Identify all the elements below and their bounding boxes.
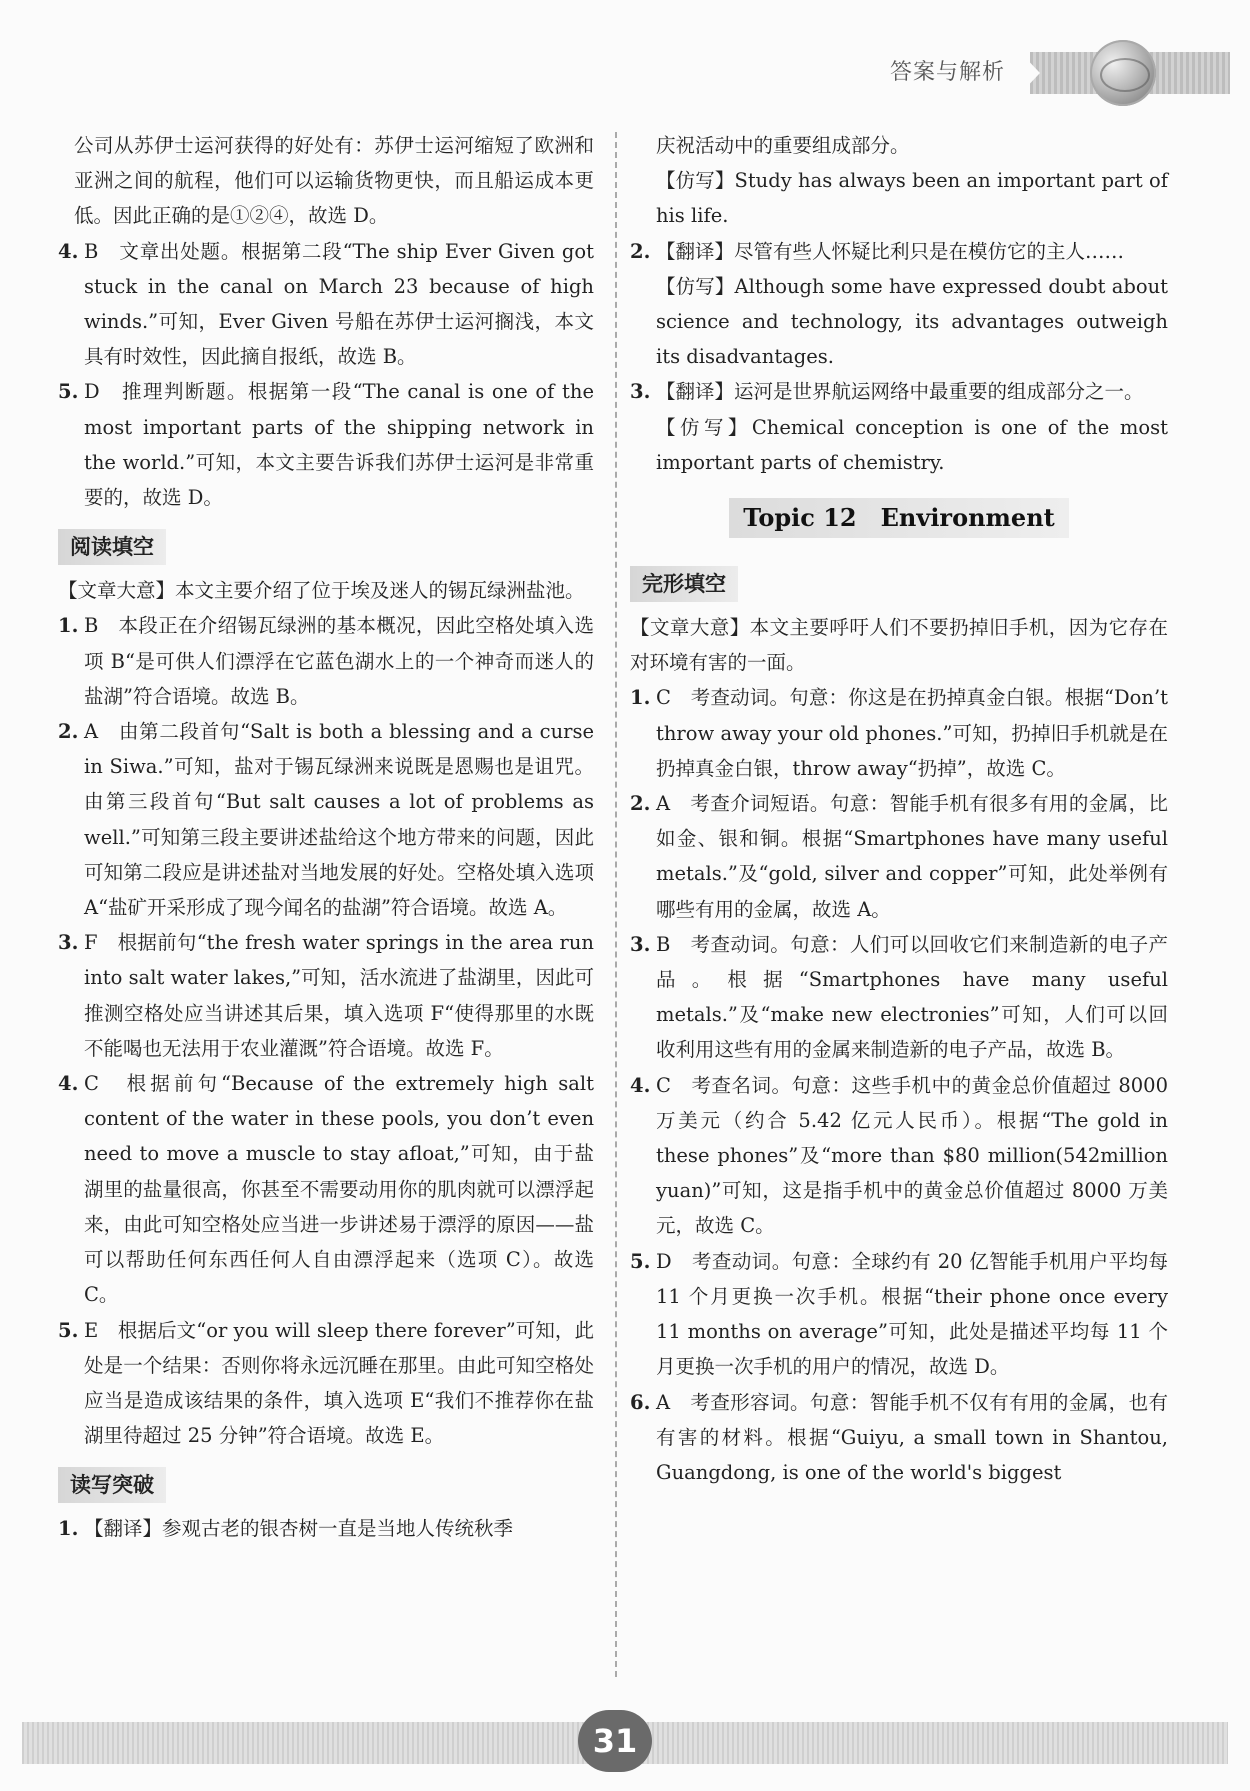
item-text: E 根据后文“or you will sleep there forever”可知，此处是一个结果：否则你将永远沉睡在那里。由此可知空格处应当是造成该结果的条件，填入选项 E“我们不推荐你在盐湖里待超过 25 分钟”符合语境。故选 E。 — [84, 1318, 594, 1448]
item-text: A 由第二段首句“Salt is both a blessing and a curse in Siwa.”可知，盐对于锡瓦绿洲来说既是恩赐也是诅咒。由第三段首句“But salt causes a lot of problems as well.”可知第三段主要讲述盐给这个地方带来的问题，因此可知第二段应是讲述盐对当地发展的好处。空格处填入选项 A“盐矿开采形成了现今闻名的盐湖”符合语境。故选 A。 — [84, 720, 594, 920]
continued-translation: 庆祝活动中的重要组成部分。 — [656, 134, 910, 157]
answer-item — [630, 1244, 1168, 1385]
item-text: C 考查名词。句意：这些手机中的黄金总价值超过 8000 万美元（约合 5.42 亿元人民币）。根据“The gold in these phones”及“more than $80 million(542million yuan)”可知，这是指手机中的黄金总价值超过 8000 万美元，故选 C。 — [656, 1073, 1168, 1238]
item-number: 5. — [58, 380, 79, 404]
answer-item — [630, 374, 1168, 409]
header-chevron — [1020, 52, 1040, 94]
answer-item — [58, 608, 594, 714]
item-number: 4. — [58, 239, 79, 263]
item-number: 3. — [630, 932, 651, 956]
item-text: 【翻译】运河是世界航运网络中最重要的组成部分之一。 — [656, 380, 1144, 404]
answer-item — [58, 1313, 594, 1454]
section-heading-cloze: 完形填空 — [630, 566, 738, 602]
intro-paragraph: 公司从苏伊士运河获得的好处有：苏伊士运河缩短了欧洲和亚洲之间的航程，他们可以运输货物更快，而且船运成本更低。因此正确的是①②④，故选 D。 — [74, 134, 594, 228]
item-number: 5. — [58, 1318, 79, 1342]
answer-item — [630, 786, 1168, 927]
item-number: 3. — [630, 380, 651, 404]
answer-item — [630, 680, 1168, 786]
column-divider — [615, 132, 617, 1677]
header-title: 答案与解析 — [890, 60, 1006, 85]
item-text: B 文章出处题。根据第二段“The ship Ever Given got stuck in the canal on March 23 because of high winds.”可知，Ever Given 号船在苏伊士运河搁浅，本文具有时效性，因此摘自报纸，故选 B。 — [84, 239, 594, 369]
item-text: D 考查动词。句意：全球约有 20 亿智能手机用户平均每 11 个月更换一次手机。根据“their phone once every 11 months on average”可知，此处是描述平均每 11 个月更换一次手机的用户的情况，故选 D。 — [656, 1249, 1168, 1379]
page-number: 31 — [592, 1722, 638, 1760]
answer-item — [58, 234, 594, 375]
right-column — [630, 128, 1168, 1490]
item-text: 【翻译】尽管有些人怀疑比利只是在模仿它的主人…… — [656, 239, 1125, 263]
answer-item — [630, 927, 1168, 1068]
item-number: 1. — [630, 686, 651, 710]
section-heading-reading-fill: 阅读填空 — [58, 529, 166, 565]
item-text: B 本段正在介绍锡瓦绿洲的基本概况，因此空格处填入选项 B“是可供人们漂浮在它蓝色湖水上的一个神奇而迷人的盐湖”符合语境。故选 B。 — [84, 614, 594, 708]
item-number: 4. — [630, 1073, 651, 1097]
answer-item — [58, 714, 594, 925]
item-number: 2. — [630, 239, 651, 263]
item-number: 1. — [58, 614, 79, 638]
item-text: A 考查形容词。句意：智能手机不仅有有用的金属，也有有害的材料。根据“Guiyu, a small town in Shantou, Guangdong, is one of the world's biggest — [656, 1390, 1168, 1484]
imitation-text: 【仿写】Chemical conception is one of the most important parts of chemistry. — [656, 415, 1168, 474]
item-number: 2. — [58, 720, 79, 744]
answer-item — [58, 925, 594, 1066]
item-text: C 根据前句“Because of the extremely high salt content of the water in these pools, you don’t even need to move a muscle to stay afloat,”可知，由于盐湖里的盐量很高，你甚至不需要动用你的肌肉就可以漂浮起来，由此可知空格处应当进一步讲述易于漂浮的原因——盐可以帮助任何东西任何人自由漂浮起来（选项 C）。故选 C。 — [84, 1072, 594, 1307]
topic-heading-wrap — [630, 498, 1168, 538]
answer-item — [630, 234, 1168, 269]
item-number: 6. — [630, 1390, 651, 1414]
article-summary: 【文章大意】本文主要介绍了位于埃及迷人的锡瓦绿洲盐池。 — [58, 579, 585, 603]
globe-icon — [1090, 40, 1156, 106]
imitation-text: 【仿写】Although some have expressed doubt about science and technology, its advantages outweigh its disadvantages. — [656, 274, 1168, 369]
continued-imitation: 【仿写】Study has always been an important part of his life. — [656, 169, 1168, 228]
item-number: 5. — [630, 1249, 651, 1273]
section-heading-read-write: 读写突破 — [58, 1467, 166, 1503]
item-number: 4. — [58, 1072, 79, 1096]
item-text: F 根据前句“the fresh water springs in the area run into salt water lakes,”可知，活水流进了盐湖里，因此可推测空格处应当讲述其后果，填入选项 F“使得那里的水既不能喝也无法用于农业灌溉”符合语境。故选 F。 — [84, 931, 594, 1060]
item-number: 2. — [630, 792, 651, 816]
item-number: 3. — [58, 931, 79, 955]
item-text: C 考查动词。句意：你这是在扔掉真金白银。根据“Don’t throw away your old phones.”可知，扔掉旧手机就是在扔掉真金白银，throw away“扔掉”，故选 C。 — [656, 686, 1168, 780]
item-text: A 考查介词短语。句意：智能手机有很多有用的金属，比如金、银和铜。根据“Smartphones have many useful metals.”及“gold, silver and copper”可知，此处举例有哪些有用的金属，故选 A。 — [656, 792, 1168, 921]
answer-item — [630, 1385, 1168, 1491]
item-number: 1. — [58, 1517, 79, 1541]
item-text: D 推理判断题。根据第一段“The canal is one of the most important parts of the shipping network in the world.”可知，本文主要告诉我们苏伊士运河是非常重要的，故选 D。 — [84, 380, 594, 510]
answer-item — [58, 1511, 594, 1546]
item-text: B 考查动词。句意：人们可以回收它们来制造新的电子产品。根据“Smartphones have many useful metals.”及“make new electronies”可知，人们可以回收利用这些有用的金属来制造新的电子产品，故选 B。 — [656, 932, 1168, 1062]
item-text: 【翻译】参观古老的银杏树一直是当地人传统秋季 — [84, 1517, 514, 1541]
answer-item — [58, 1066, 594, 1312]
left-column — [58, 128, 594, 1547]
answer-item — [58, 374, 594, 515]
article-summary: 【文章大意】本文主要呼吁人们不要扔掉旧手机，因为它存在对环境有害的一面。 — [630, 616, 1168, 675]
topic-heading: Topic 12 Environment — [729, 498, 1068, 538]
answer-item — [630, 1068, 1168, 1244]
